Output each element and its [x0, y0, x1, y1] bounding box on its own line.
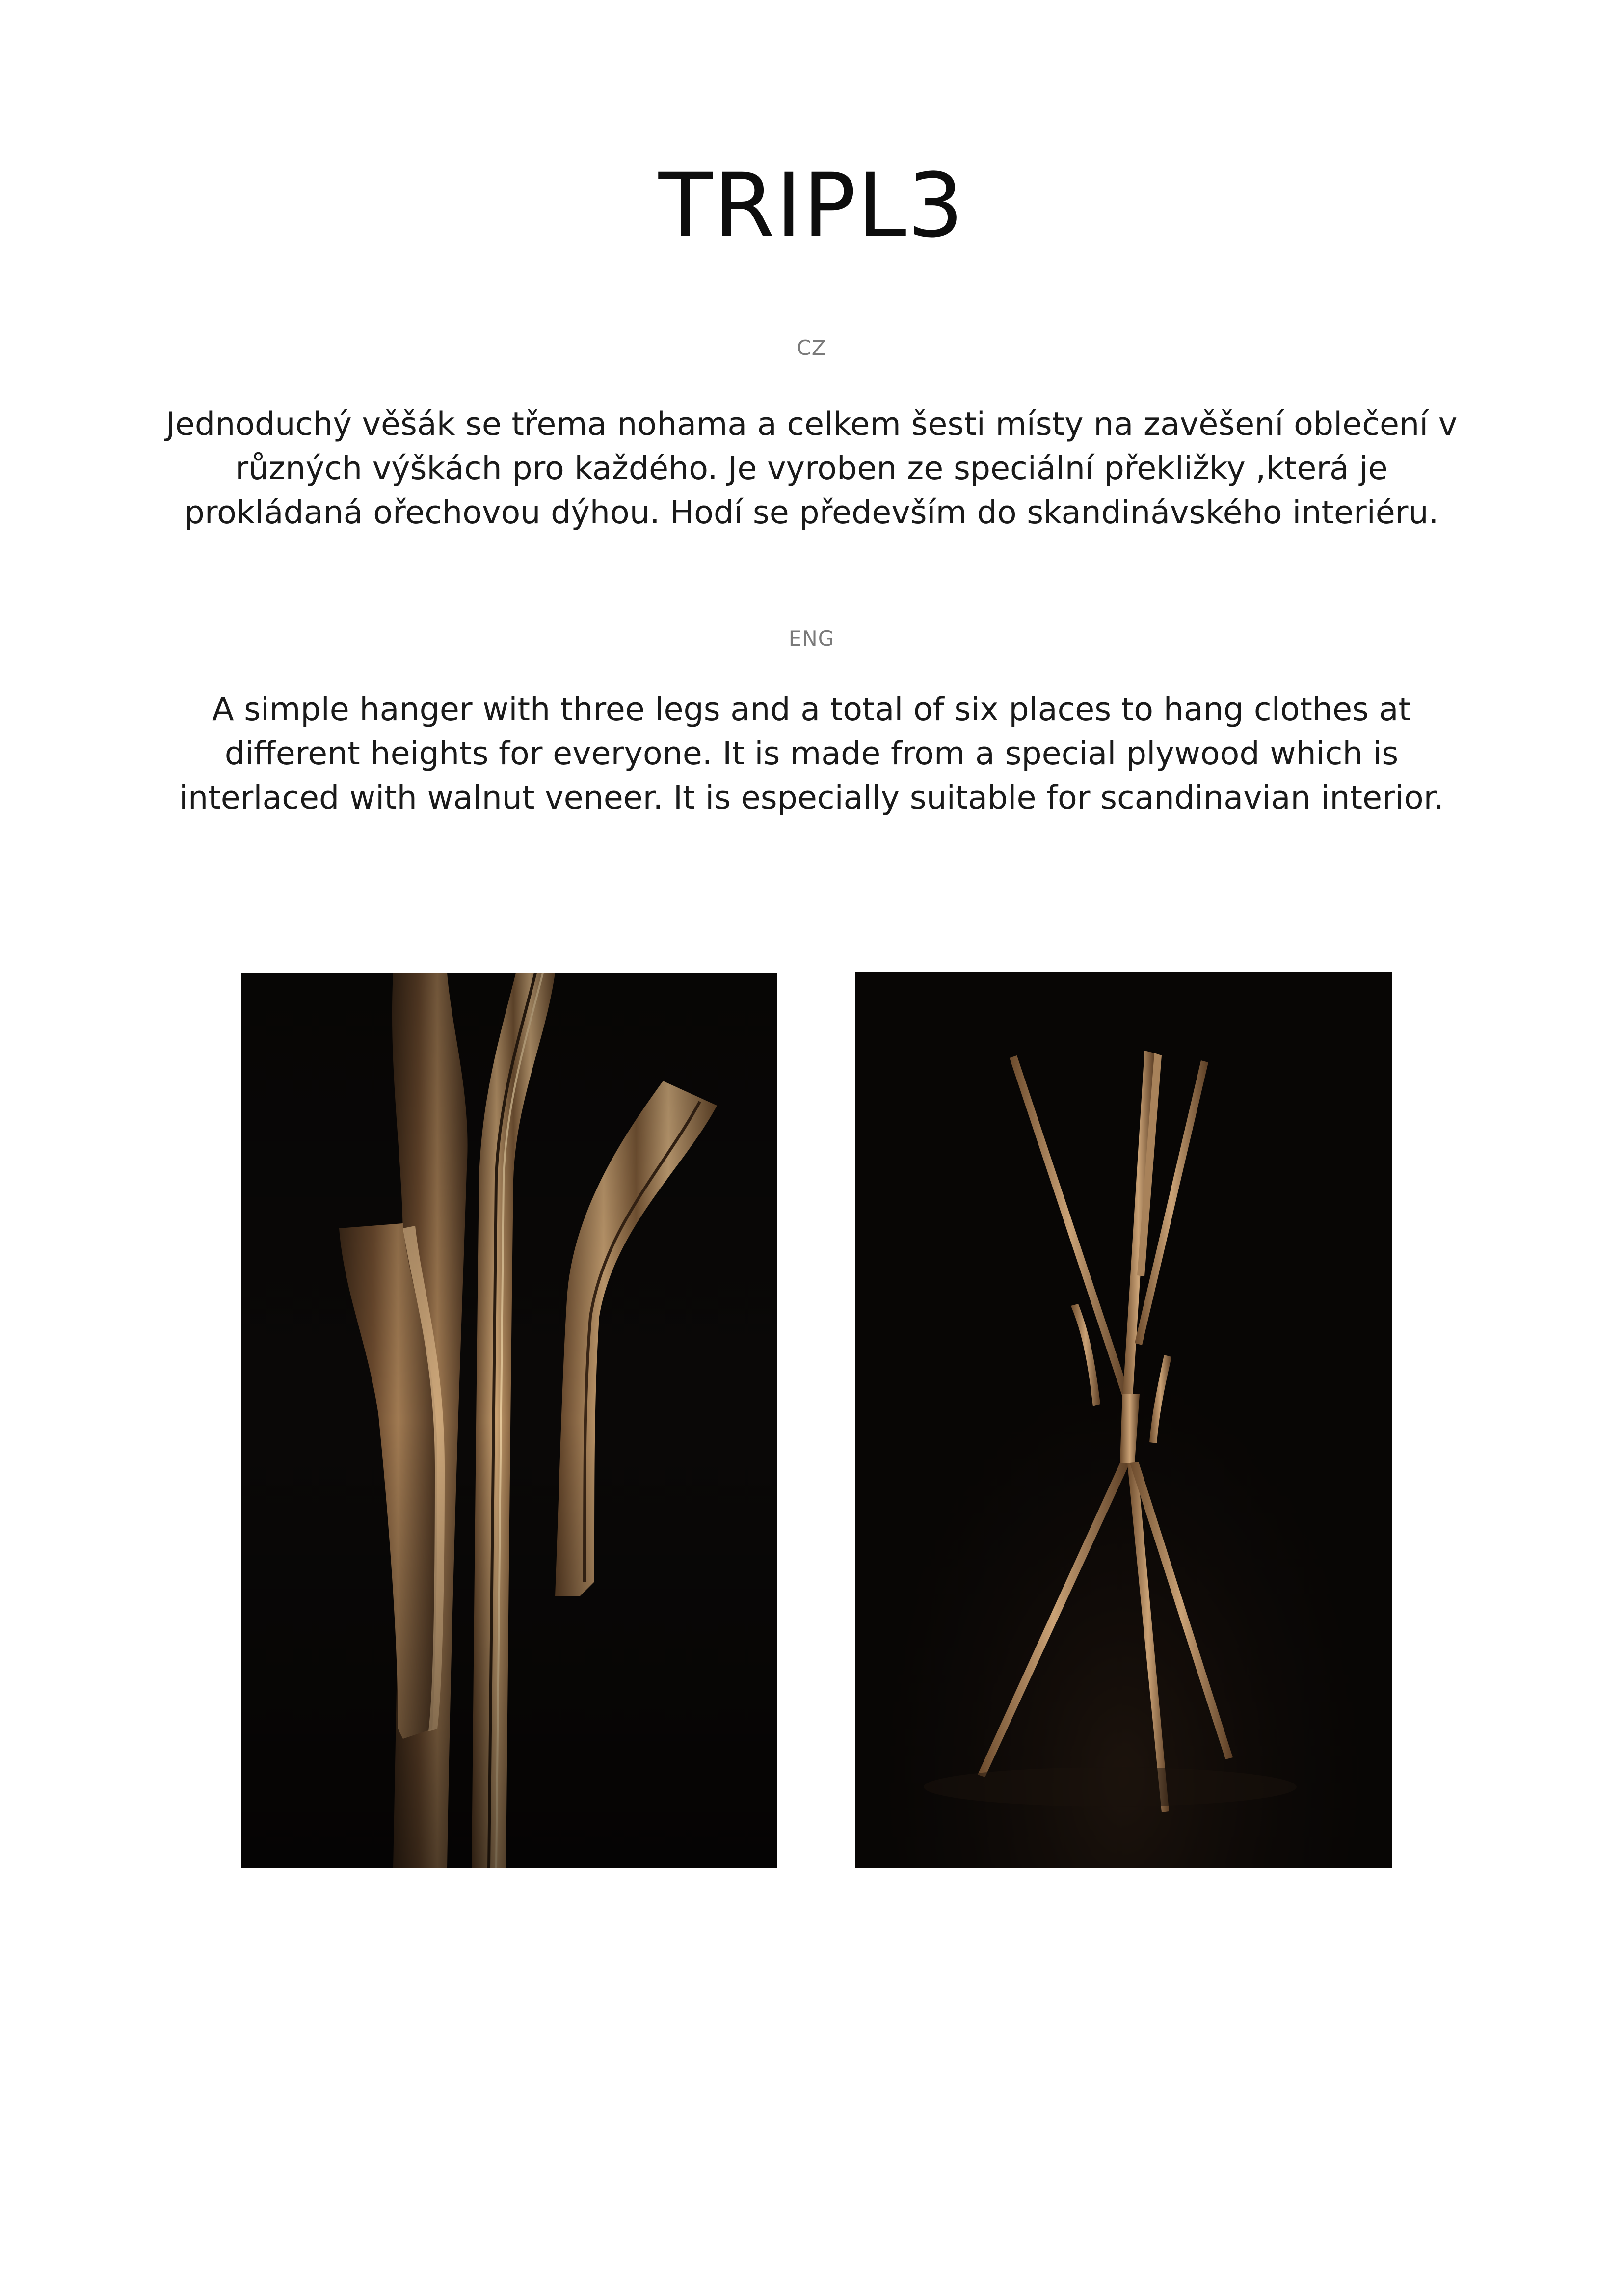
page-title: TRIPL3	[658, 155, 965, 257]
language-label-cz: CZ	[797, 336, 826, 360]
language-label-eng: ENG	[788, 626, 835, 650]
product-photo-full	[855, 972, 1392, 1868]
product-photo-detail	[241, 973, 777, 1868]
coat-rack-detail-illustration	[241, 973, 777, 1868]
coat-rack-full-illustration	[855, 972, 1392, 1868]
description-cz: Jednoduchý věšák se třema nohama a celkem šesti místy na zavěšení oblečení v různých výškách pro každého. Je vyroben ze speciální překližky ,která je prokládaná ořechovou dýhou. Hodí se především do skandinávského interiéru.	[165, 406, 1458, 531]
description-eng: A simple hanger with three legs and a total of six places to hang clothes at different heights for everyone. It is made from a special plywood which is interlaced with walnut veneer. It is especially suitable for scandinavian interior.	[179, 691, 1444, 816]
